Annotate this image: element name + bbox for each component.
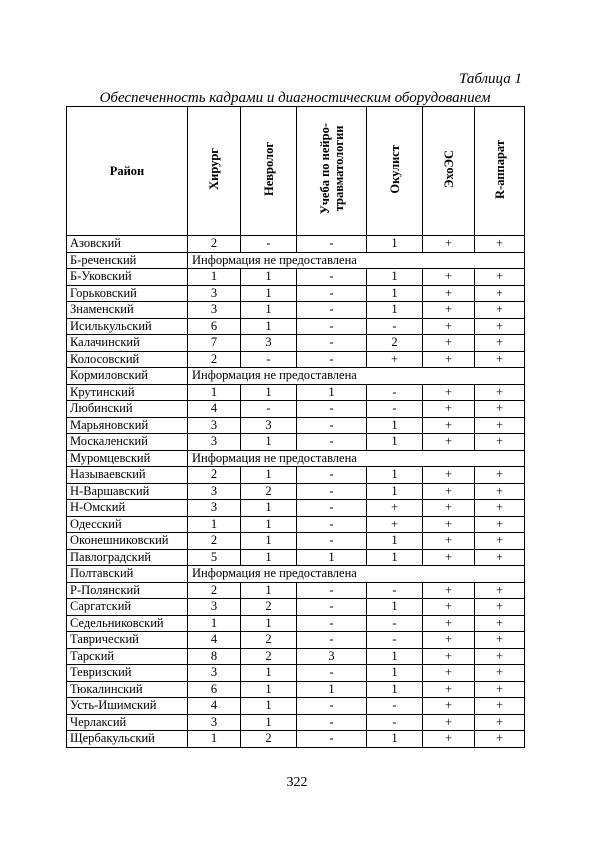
oculist-cell: - [367, 714, 423, 731]
surgeon-cell: 4 [188, 698, 241, 715]
table-row [67, 615, 525, 632]
oculist-cell: - [367, 318, 423, 335]
table-row [67, 384, 525, 401]
district-name: Тевризский [67, 665, 188, 682]
surgeon-cell: 6 [188, 681, 241, 698]
x-ray-cell: + [475, 236, 525, 253]
surgeon-cell: 3 [188, 599, 241, 616]
table-row [67, 500, 525, 517]
neurologist-cell: 1 [241, 698, 297, 715]
neurotrauma-training-cell: - [297, 533, 367, 550]
table-row [67, 285, 525, 302]
neurotrauma-training-cell: 1 [297, 384, 367, 401]
district-name: Любинский [67, 401, 188, 418]
oculist-cell: 1 [367, 302, 423, 319]
neurologist-cell: 1 [241, 384, 297, 401]
neurotrauma-training-cell: - [297, 302, 367, 319]
table-row [67, 665, 525, 682]
x-ray-cell: + [475, 582, 525, 599]
x-ray-cell: + [475, 384, 525, 401]
table-row [67, 483, 525, 500]
oculist-cell: - [367, 698, 423, 715]
table-row [67, 302, 525, 319]
table-row [67, 599, 525, 616]
oculist-cell: 1 [367, 731, 423, 748]
neurologist-cell: 1 [241, 285, 297, 302]
x-ray-cell: + [475, 434, 525, 451]
district-name: Черлаксий [67, 714, 188, 731]
echo-es-cell: + [423, 434, 475, 451]
district-name: Тарский [67, 648, 188, 665]
surgeon-cell: 3 [188, 665, 241, 682]
x-ray-cell: + [475, 632, 525, 649]
neurotrauma-training-cell: - [297, 500, 367, 517]
echo-es-cell: + [423, 516, 475, 533]
no-information-note: Информация не предоставлена [188, 450, 525, 467]
echo-es-cell: + [423, 500, 475, 517]
echo-es-cell: + [423, 599, 475, 616]
x-ray-cell: + [475, 599, 525, 616]
table-row [67, 698, 525, 715]
echo-es-cell: + [423, 698, 475, 715]
surgeon-cell: 6 [188, 318, 241, 335]
district-name: Марьяновский [67, 417, 188, 434]
oculist-cell: 1 [367, 236, 423, 253]
column-header-neurologist: Невролог [241, 107, 297, 236]
surgeon-cell: 1 [188, 384, 241, 401]
district-name: Исилькульский [67, 318, 188, 335]
no-information-note: Информация не предоставлена [188, 566, 525, 583]
district-name: Седельниковский [67, 615, 188, 632]
oculist-cell: + [367, 516, 423, 533]
x-ray-cell: + [475, 467, 525, 484]
district-name: Б-Уковский [67, 269, 188, 286]
neurotrauma-training-cell: - [297, 401, 367, 418]
x-ray-cell: + [475, 285, 525, 302]
x-ray-cell: + [475, 302, 525, 319]
district-name: Н-Омский [67, 500, 188, 517]
neurologist-cell: 1 [241, 665, 297, 682]
table-row [67, 368, 525, 385]
echo-es-cell: + [423, 582, 475, 599]
neurologist-cell: 2 [241, 632, 297, 649]
table-row [67, 252, 525, 269]
x-ray-cell: + [475, 483, 525, 500]
neurologist-cell: 1 [241, 318, 297, 335]
x-ray-cell: + [475, 714, 525, 731]
neurologist-cell: 1 [241, 714, 297, 731]
district-name: Щербакульский [67, 731, 188, 748]
district-name: Азовский [67, 236, 188, 253]
table-number: Таблица 1 [459, 71, 522, 87]
oculist-cell: 1 [367, 533, 423, 550]
table-row [67, 434, 525, 451]
neurologist-cell: 1 [241, 467, 297, 484]
neurotrauma-training-cell: - [297, 582, 367, 599]
surgeon-cell: 3 [188, 285, 241, 302]
neurologist-cell: 1 [241, 549, 297, 566]
x-ray-cell: + [475, 731, 525, 748]
column-header-neurotrauma-training: Учеба по нейро- травматологии [297, 107, 367, 236]
neurotrauma-training-cell: - [297, 714, 367, 731]
neurotrauma-training-cell: - [297, 698, 367, 715]
echo-es-cell: + [423, 285, 475, 302]
surgeon-cell: 1 [188, 516, 241, 533]
surgeon-cell: 3 [188, 434, 241, 451]
neurotrauma-training-cell: 1 [297, 549, 367, 566]
neurotrauma-training-cell: - [297, 335, 367, 352]
x-ray-cell: + [475, 665, 525, 682]
echo-es-cell: + [423, 335, 475, 352]
echo-es-cell: + [423, 417, 475, 434]
neurotrauma-training-cell: - [297, 731, 367, 748]
neurotrauma-training-cell: 3 [297, 648, 367, 665]
neurologist-cell: 1 [241, 434, 297, 451]
neurotrauma-training-cell: - [297, 483, 367, 500]
neurologist-cell: 3 [241, 335, 297, 352]
neurotrauma-training-cell: - [297, 516, 367, 533]
district-name: Тюкалинский [67, 681, 188, 698]
echo-es-cell: + [423, 665, 475, 682]
neurologist-cell: 3 [241, 417, 297, 434]
oculist-cell: 2 [367, 335, 423, 352]
neurologist-cell: 1 [241, 533, 297, 550]
x-ray-cell: + [475, 698, 525, 715]
district-name: Полтавский [67, 566, 188, 583]
district-name: Калачинский [67, 335, 188, 352]
district-name: Знаменский [67, 302, 188, 319]
neurotrauma-training-cell: - [297, 615, 367, 632]
table-row [67, 714, 525, 731]
column-header-surgeon: Хирург [188, 107, 241, 236]
x-ray-cell: + [475, 549, 525, 566]
x-ray-cell: + [475, 516, 525, 533]
surgeon-cell: 2 [188, 236, 241, 253]
table-row [67, 236, 525, 253]
oculist-cell: + [367, 500, 423, 517]
neurotrauma-training-cell: - [297, 434, 367, 451]
district-name: Н-Варшавский [67, 483, 188, 500]
table-row [67, 351, 525, 368]
surgeon-cell: 1 [188, 731, 241, 748]
table-row [67, 731, 525, 748]
table-row [67, 467, 525, 484]
table-row [67, 549, 525, 566]
neurologist-cell: 2 [241, 648, 297, 665]
neurotrauma-training-cell: - [297, 318, 367, 335]
echo-es-cell: + [423, 533, 475, 550]
echo-es-cell: + [423, 483, 475, 500]
oculist-cell: - [367, 401, 423, 418]
neurologist-cell: 2 [241, 731, 297, 748]
oculist-cell: 1 [367, 549, 423, 566]
surgeon-cell: 3 [188, 483, 241, 500]
echo-es-cell: + [423, 236, 475, 253]
oculist-cell: + [367, 351, 423, 368]
district-name: Р-Полянский [67, 582, 188, 599]
district-name: Усть-Ишимский [67, 698, 188, 715]
x-ray-cell: + [475, 681, 525, 698]
oculist-cell: 1 [367, 665, 423, 682]
x-ray-cell: + [475, 318, 525, 335]
echo-es-cell: + [423, 401, 475, 418]
echo-es-cell: + [423, 302, 475, 319]
neurotrauma-training-cell: - [297, 632, 367, 649]
x-ray-cell: + [475, 500, 525, 517]
district-name: Кормиловский [67, 368, 188, 385]
surgeon-cell: 3 [188, 417, 241, 434]
neurotrauma-training-cell: - [297, 599, 367, 616]
surgeon-cell: 8 [188, 648, 241, 665]
district-name: Колосовский [67, 351, 188, 368]
column-header-oculist: Окулист [367, 107, 423, 236]
neurotrauma-training-cell: - [297, 269, 367, 286]
neurotrauma-training-cell: 1 [297, 681, 367, 698]
x-ray-cell: + [475, 648, 525, 665]
column-header-x-ray: R-аппарат [475, 107, 525, 236]
table-header-row [67, 107, 525, 236]
surgeon-cell: 3 [188, 302, 241, 319]
table-row [67, 318, 525, 335]
neurologist-cell: - [241, 401, 297, 418]
echo-es-cell: + [423, 681, 475, 698]
neurologist-cell: 1 [241, 681, 297, 698]
district-name: Называевский [67, 467, 188, 484]
surgeon-cell: 3 [188, 714, 241, 731]
table-row [67, 450, 525, 467]
district-name: Одесский [67, 516, 188, 533]
surgeon-cell: 1 [188, 269, 241, 286]
table-row [67, 335, 525, 352]
district-name: Таврический [67, 632, 188, 649]
echo-es-cell: + [423, 384, 475, 401]
surgeon-cell: 5 [188, 549, 241, 566]
surgeon-cell: 2 [188, 533, 241, 550]
neurotrauma-training-cell: - [297, 665, 367, 682]
x-ray-cell: + [475, 351, 525, 368]
x-ray-cell: + [475, 269, 525, 286]
table-row [67, 417, 525, 434]
neurologist-cell: 1 [241, 615, 297, 632]
oculist-cell: 1 [367, 681, 423, 698]
oculist-cell: 1 [367, 467, 423, 484]
neurologist-cell: - [241, 236, 297, 253]
surgeon-cell: 4 [188, 401, 241, 418]
neurologist-cell: 1 [241, 302, 297, 319]
echo-es-cell: + [423, 648, 475, 665]
district-name: Оконешниковский [67, 533, 188, 550]
table-row [67, 533, 525, 550]
surgeon-cell: 3 [188, 500, 241, 517]
oculist-cell: - [367, 582, 423, 599]
oculist-cell: - [367, 384, 423, 401]
neurotrauma-training-cell: - [297, 351, 367, 368]
neurotrauma-training-cell: - [297, 236, 367, 253]
surgeon-cell: 7 [188, 335, 241, 352]
surgeon-cell: 2 [188, 351, 241, 368]
neurotrauma-training-cell: - [297, 417, 367, 434]
oculist-cell: - [367, 632, 423, 649]
neurotrauma-training-cell: - [297, 285, 367, 302]
table-row [67, 632, 525, 649]
oculist-cell: 1 [367, 648, 423, 665]
echo-es-cell: + [423, 351, 475, 368]
district-name: Муромцевский [67, 450, 188, 467]
staffing-table [66, 106, 525, 748]
table-row [67, 269, 525, 286]
district-name: Саргатский [67, 599, 188, 616]
oculist-cell: 1 [367, 483, 423, 500]
no-information-note: Информация не предоставлена [188, 368, 525, 385]
neurologist-cell: - [241, 351, 297, 368]
oculist-cell: 1 [367, 269, 423, 286]
surgeon-cell: 2 [188, 467, 241, 484]
echo-es-cell: + [423, 632, 475, 649]
table-title: Обеспеченность кадрами и диагностическим оборудованием [99, 90, 491, 106]
district-name: Б-реченский [67, 252, 188, 269]
district-name: Павлоградский [67, 549, 188, 566]
neurotrauma-training-cell: - [297, 467, 367, 484]
neurologist-cell: 1 [241, 582, 297, 599]
column-header-echo-es: ЭхоЭС [423, 107, 475, 236]
surgeon-cell: 1 [188, 615, 241, 632]
echo-es-cell: + [423, 318, 475, 335]
echo-es-cell: + [423, 615, 475, 632]
neurologist-cell: 2 [241, 483, 297, 500]
echo-es-cell: + [423, 549, 475, 566]
column-header-district: Район [67, 107, 188, 236]
neurologist-cell: 2 [241, 599, 297, 616]
district-name: Москаленский [67, 434, 188, 451]
x-ray-cell: + [475, 417, 525, 434]
echo-es-cell: + [423, 269, 475, 286]
district-name: Горьковский [67, 285, 188, 302]
oculist-cell: 1 [367, 417, 423, 434]
table-row [67, 648, 525, 665]
echo-es-cell: + [423, 731, 475, 748]
neurologist-cell: 1 [241, 516, 297, 533]
table-row [67, 681, 525, 698]
x-ray-cell: + [475, 615, 525, 632]
page-number: 322 [286, 775, 308, 790]
table-row [67, 401, 525, 418]
x-ray-cell: + [475, 533, 525, 550]
oculist-cell: 1 [367, 599, 423, 616]
oculist-cell: 1 [367, 434, 423, 451]
district-name: Крутинский [67, 384, 188, 401]
oculist-cell: - [367, 615, 423, 632]
oculist-cell: 1 [367, 285, 423, 302]
no-information-note: Информация не предоставлена [188, 252, 525, 269]
table-row [67, 516, 525, 533]
neurologist-cell: 1 [241, 500, 297, 517]
table-row [67, 582, 525, 599]
x-ray-cell: + [475, 335, 525, 352]
surgeon-cell: 4 [188, 632, 241, 649]
echo-es-cell: + [423, 714, 475, 731]
table-row [67, 566, 525, 583]
echo-es-cell: + [423, 467, 475, 484]
surgeon-cell: 2 [188, 582, 241, 599]
neurologist-cell: 1 [241, 269, 297, 286]
x-ray-cell: + [475, 401, 525, 418]
